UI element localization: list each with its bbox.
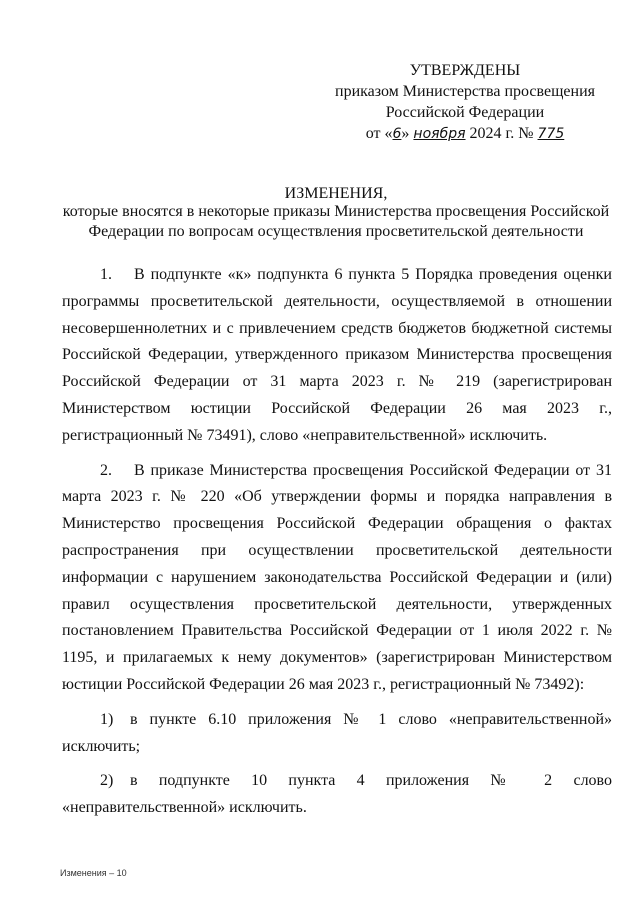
subitem-2-number: 2) bbox=[100, 772, 114, 790]
approval-date-line bbox=[330, 123, 600, 145]
document-body bbox=[62, 262, 612, 830]
subitem-2 bbox=[62, 768, 612, 822]
subitem-1-text: в пункте 6.10 приложения № 1 слово «неправительственной» исключить; bbox=[62, 710, 612, 755]
approval-line-1: приказом Министерства просвещения bbox=[335, 83, 595, 100]
item-2-number: 2. bbox=[100, 461, 112, 479]
handwritten-month: ноября bbox=[413, 126, 466, 142]
approval-block bbox=[330, 60, 600, 145]
subitem-1-number: 1) bbox=[100, 710, 114, 728]
item-2 bbox=[62, 458, 612, 699]
subitem-2-text: в подпункте 10 пункта 4 приложения № 2 слово «неправительственной» исключить. bbox=[62, 772, 612, 817]
page-footer: Изменения – 10 bbox=[60, 868, 127, 878]
subtitle-line-1: которые вносятся в некоторые приказы Министерства просвещения Российской bbox=[62, 203, 610, 220]
item-2-text: В приказе Министерства просвещения Российской Федерации от 31 марта 2023 г. № 220 «Об утверждении формы и порядка направления в Министерство просвещения Российской Федерации обращения о фактах распространения при осуществлении просветительской деятельности информации с нарушением законодательства Российской Федерации и (или) правил осуществления просветительской деятельности, утвержденных постановлением Правительства Российской Федерации от 1 июля 2022 г. № 1195, и прилагаемых к нему документов» (зарегистрирован Министерством юстиции Российской Федерации 26 мая 2023 г., регистрационный № 73492): bbox=[62, 461, 612, 693]
item-1 bbox=[62, 262, 612, 450]
date-mid: » bbox=[401, 125, 410, 142]
subitem-1 bbox=[62, 707, 612, 761]
approval-line-2: Российской Федерации bbox=[385, 104, 545, 121]
approval-heading: УТВЕРЖДЕНЫ bbox=[409, 62, 521, 79]
date-year: 2024 г. № bbox=[469, 125, 534, 142]
item-1-text: В подпункте «к» подпункта 6 пункта 5 Порядка проведения оценки программы просветительской деятельности, осуществляемой в отношении несовершеннолетних и с привлечением средств бюджетов бюджетной системы Российской Федерации, утвержденного приказом Министерства просвещения Российской Федерации от 31 марта 2023 г. № 219 (зарегистрирован Министерством юстиции Российской Федерации 26 мая 2023 г., регистрационный № 73491), слово «неправительственной» исключить. bbox=[62, 266, 612, 444]
handwritten-number: 775 bbox=[537, 126, 565, 142]
document-subtitle bbox=[60, 202, 612, 242]
date-prefix: от « bbox=[365, 125, 393, 142]
item-1-number: 1. bbox=[100, 266, 112, 283]
subtitle-line-2: Федерации по вопросам осуществления просветительской деятельности bbox=[88, 223, 584, 240]
handwritten-day: 6 bbox=[392, 126, 402, 142]
document-title: ИЗМЕНЕНИЯ, bbox=[284, 185, 388, 202]
